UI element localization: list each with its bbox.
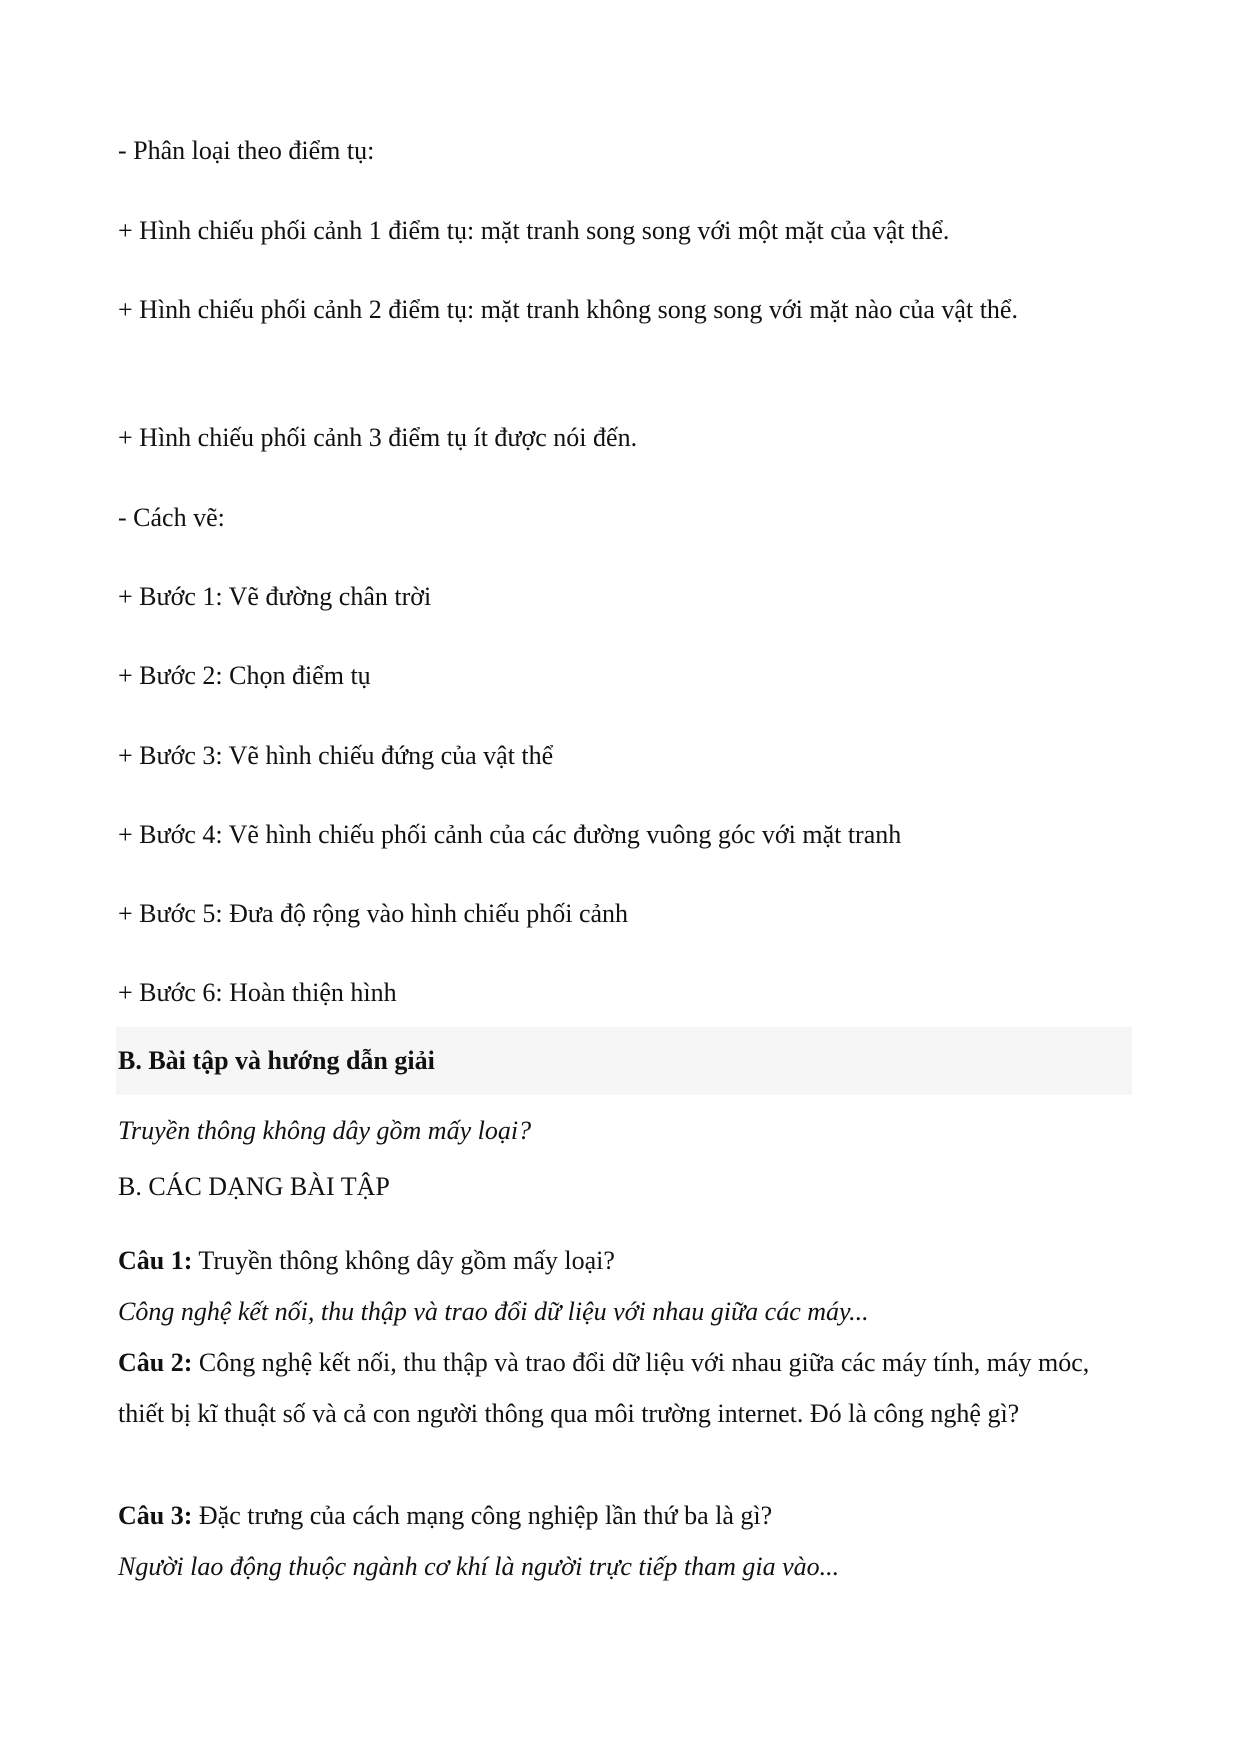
text-line-two-point: + Hình chiếu phối cảnh 2 điểm tụ: mặt tranh không song song với mặt nào của vật thể. <box>118 295 1018 324</box>
text-line-step-3: + Bước 3: Vẽ hình chiếu đứng của vật thể <box>118 741 554 770</box>
text-line-step-4: + Bước 4: Vẽ hình chiếu phối cảnh của các đường vuông góc với mặt tranh <box>118 820 902 849</box>
question-3-label: Câu 3: <box>118 1501 193 1530</box>
text-line-drawing-method: - Cách vẽ: <box>118 503 225 532</box>
question-1-label: Câu 1: <box>118 1246 193 1275</box>
text-line-classification: - Phân loại theo điểm tụ: <box>118 136 375 165</box>
question-2-label: Câu 2: <box>118 1348 193 1377</box>
text-line-one-point: + Hình chiếu phối cảnh 1 điểm tụ: mặt tranh song song với một mặt của vật thể. <box>118 216 950 245</box>
question-3 <box>118 1490 1128 1541</box>
text-line-three-point: + Hình chiếu phối cảnh 3 điểm tụ ít được nói đến. <box>118 423 638 452</box>
text-line-step-2: + Bước 2: Chọn điểm tụ <box>118 661 371 690</box>
question-1-note: Công nghệ kết nối, thu thập và trao đổi dữ liệu với nhau giữa các máy... <box>118 1297 869 1326</box>
text-line-step-5: + Bước 5: Đưa độ rộng vào hình chiếu phối cảnh <box>118 899 629 928</box>
italic-question: Truyền thông không dây gồm mấy loại? <box>118 1116 532 1145</box>
question-1-text: Truyền thông không dây gồm mấy loại? <box>192 1246 615 1275</box>
section-title: B. Bài tập và hướng dẫn giải <box>118 1046 435 1075</box>
question-3-note: Người lao động thuộc ngành cơ khí là người trực tiếp tham gia vào... <box>118 1552 840 1581</box>
text-line-step-6: + Bước 6: Hoàn thiện hình <box>118 978 397 1007</box>
exercise-subheading: B. CÁC DẠNG BÀI TẬP <box>118 1172 390 1201</box>
question-2-text: Công nghệ kết nối, thu thập và trao đổi dữ liệu với nhau giữa các máy tính, máy móc, thiết bị kĩ thuật số và cả con người thông qua môi trường internet. Đó là công nghệ gì? <box>118 1348 1090 1428</box>
text-line-step-1: + Bước 1: Vẽ đường chân trời <box>118 582 432 611</box>
question-2 <box>118 1337 1108 1439</box>
question-3-text: Đặc trưng của cách mạng công nghiệp lần thứ ba là gì? <box>192 1501 773 1530</box>
question-1 <box>118 1235 1128 1286</box>
